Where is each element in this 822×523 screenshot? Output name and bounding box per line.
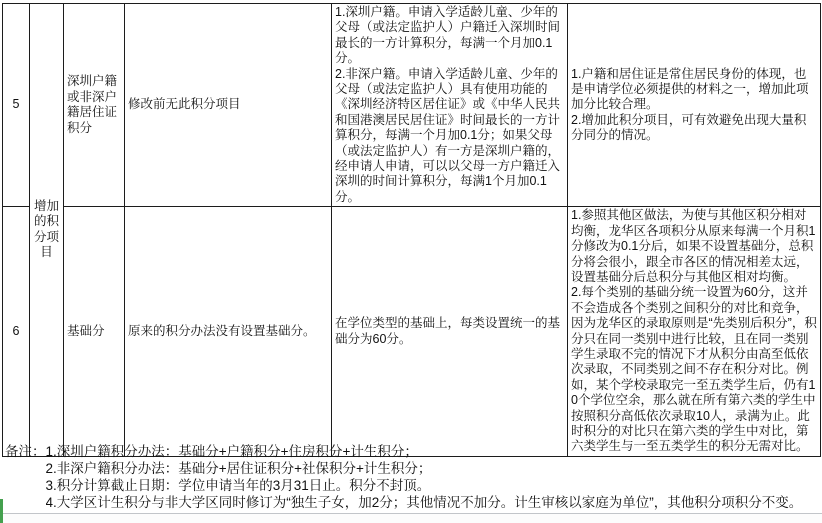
row-number-cell: 5 bbox=[3, 4, 30, 207]
before-revision-cell: 原来的积分办法没有设置基础分。 bbox=[125, 207, 332, 457]
reason-cell bbox=[568, 4, 821, 207]
remarks-section bbox=[5, 443, 817, 511]
after-revision-cell bbox=[332, 4, 568, 207]
green-edge-mark bbox=[0, 499, 3, 523]
after-paragraph: 2.非深户籍。申请入学适龄儿童、少年的父母（或法定监护人）具有使用功能的《深圳经济特区居住证》或《中华人民共和国港澳居民居住证》时间最长的一方计算积分，每满一个月加0.1分；如果父母（或法定监护人）有一方是深圳户籍的，经申请人申请，可以以父母一方户籍迁入深圳的时间计算积分，每满1个月加0.1分。 bbox=[335, 66, 561, 204]
item-name-cell: 深圳户籍或非深户籍居住证积分 bbox=[64, 4, 125, 207]
reason-paragraph: 1.户籍和居住证是常住居民身份的体现，也是申请学位必须提供的材料之一，增加此项加分比较合理。 bbox=[571, 66, 809, 112]
item-name-cell: 基础分 bbox=[64, 207, 125, 457]
after-paragraph: 1.深圳户籍。申请入学适龄儿童、少年的父母（或法定监护人）户籍迁入深圳时间最长的一方计算积分，每满一个月加0.1分。 bbox=[335, 5, 561, 66]
points-revision-table bbox=[2, 3, 821, 457]
reason-paragraph: 2.增加此积分项目，可有效避免出现大量积分同分的情况。 bbox=[571, 112, 807, 143]
remark-item: 4.大学区计生积分与非大学区同时修订为“独生子女，加2分；其他情况不加分。计生审核以家庭为单位”，其他积分项积分不变。 bbox=[45, 495, 803, 510]
table-row bbox=[3, 207, 821, 457]
remarks-label: 备注： bbox=[5, 444, 46, 459]
remark-item: 2.非深户籍积分办法：基础分+居住证积分+社保积分+计生积分； bbox=[45, 461, 432, 476]
bottom-strip bbox=[0, 514, 822, 523]
reason-paragraph: 1.参照其他区做法，为使与其他区积分相对均衡，龙华区各项积分从原来每满一个月积1分修改为0.1分后，如果不设置基础分，总积分将会很小，跟全市各区的情况相差太远，设置基础分后总积分与其他区相对均衡。 bbox=[571, 208, 816, 284]
remark-item: 3.积分计算截止日期：学位申请当年的3月31日止。积分不封顶。 bbox=[45, 478, 431, 493]
row-number-cell: 6 bbox=[3, 207, 30, 457]
remark-item: 1.深圳户籍积分办法：基础分+户籍积分+住房积分+计生积分； bbox=[45, 444, 418, 459]
reason-paragraph: 2.每个类别的基础分统一设置为60分，这并不会造成各个类别之间积分的对比和竞争，因为龙华区的录取原则是“先类别后积分”，积分只在同一类别中进行比较，且在同一类别学生录取不完的情况下才从积分由高至低依次录取，不同类别之间不存在积分对比。例如，某个学校录取完一至五类学生后，仍有10个学位空余，那么就在所有第六类的学生中按照积分高低依次录取10人，录满为止。此时积分的对比只在第六类的学生中对比，第六类学生与一至五类学生的积分无需对比。 bbox=[571, 285, 817, 454]
category-cell: 增加的积分项目 bbox=[30, 4, 64, 457]
table-row bbox=[3, 4, 821, 207]
after-paragraph: 在学位类型的基础上，每类设置统一的基础分为60分。 bbox=[335, 316, 561, 346]
after-revision-cell bbox=[332, 207, 568, 457]
reason-cell bbox=[568, 207, 821, 457]
before-revision-cell: 修改前无此积分项目 bbox=[125, 4, 332, 207]
remarks-list bbox=[46, 443, 818, 511]
